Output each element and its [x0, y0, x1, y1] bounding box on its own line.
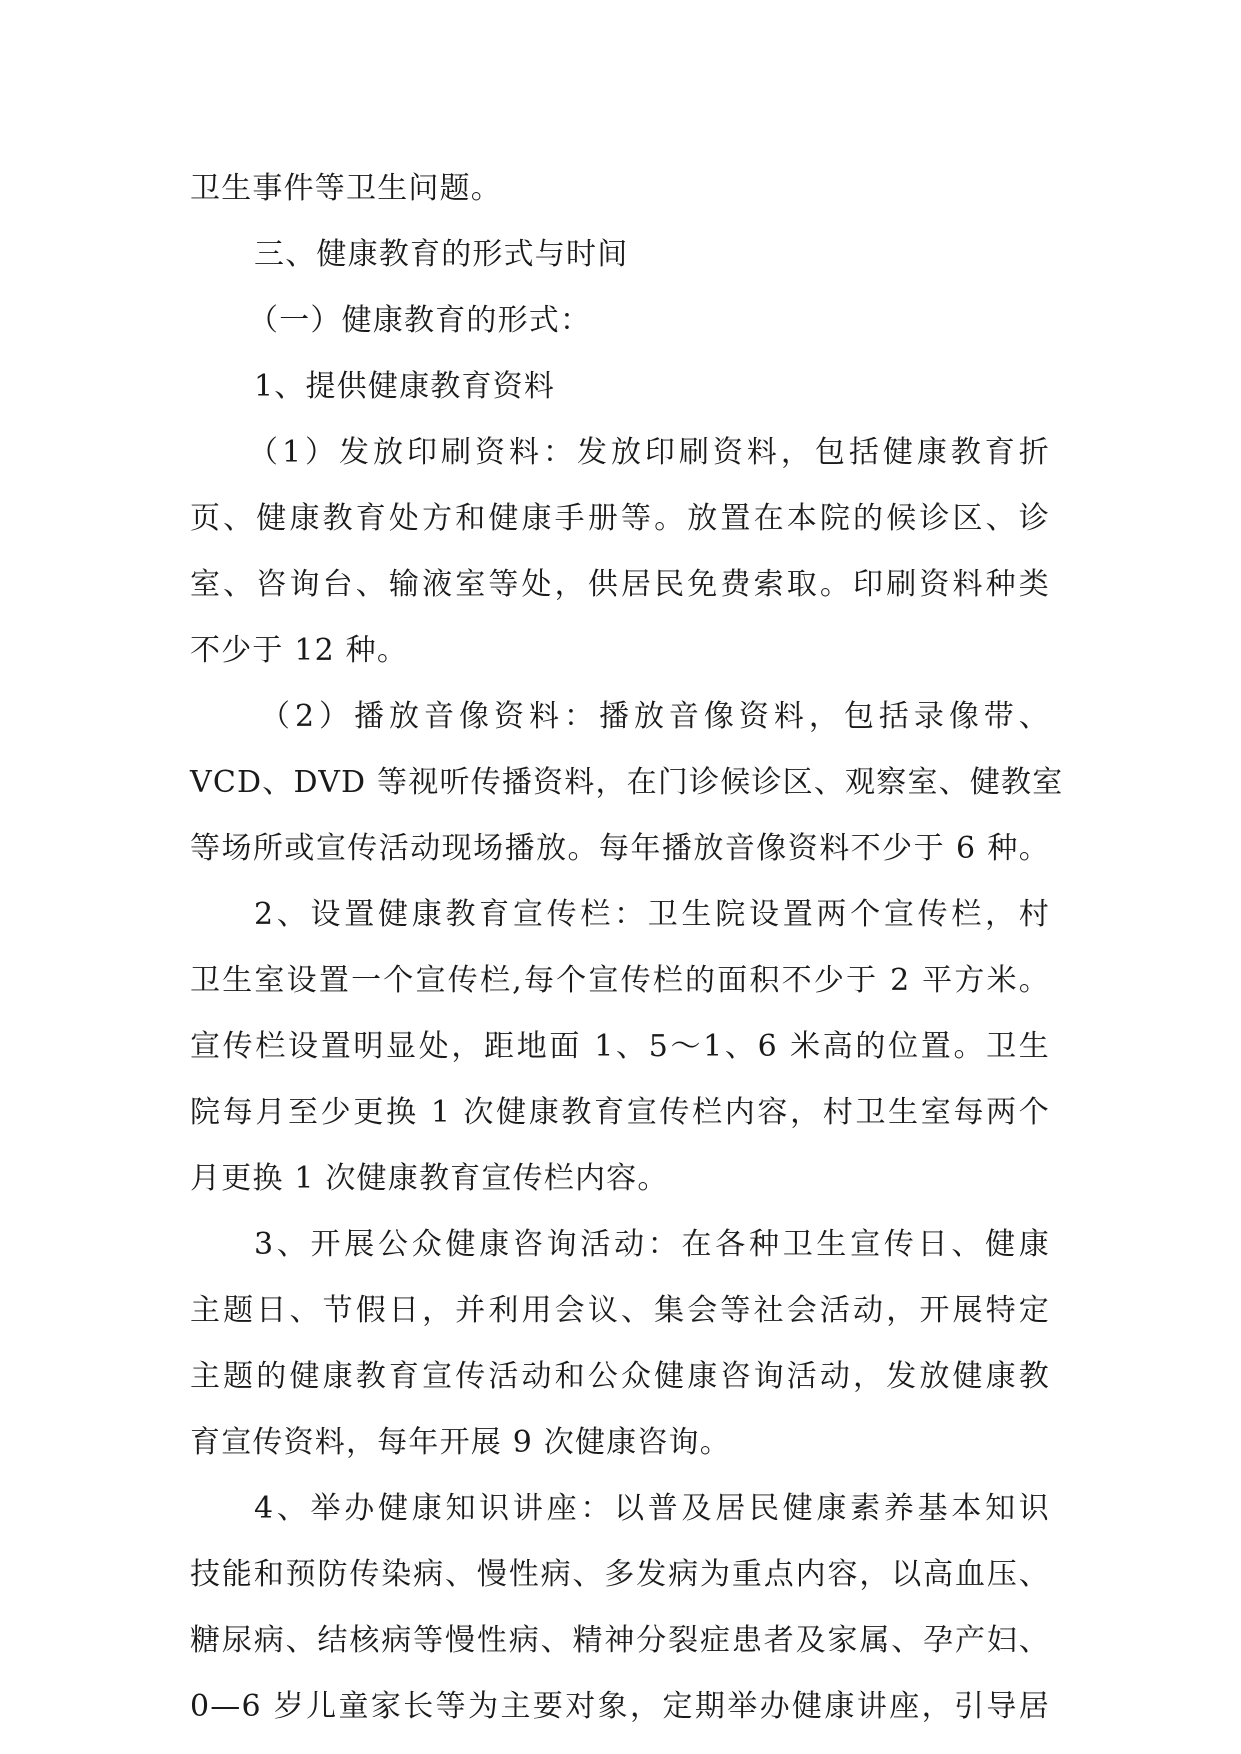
- text-line: 卫生事件等卫生问题。: [190, 171, 502, 206]
- section-heading: 三、健康教育的形式与时间: [254, 237, 629, 272]
- paragraph-line: 不少于 12 种。: [190, 633, 409, 668]
- paragraph-line: 糖尿病、结核病等慢性病、精神分裂症患者及家属、孕产妇、: [190, 1623, 1050, 1658]
- paragraph-line: 0—6 岁儿童家长等为主要对象，定期举办健康讲座，引导居: [190, 1689, 1050, 1724]
- paragraph-line: 卫生室设置一个宣传栏,每个宣传栏的面积不少于 2 平方米。: [190, 963, 1050, 998]
- paragraph-line: （2）播放音像资料：播放音像资料，包括录像带、: [260, 699, 1050, 734]
- paragraph-line: 页、健康教育处方和健康手册等。放置在本院的候诊区、诊: [190, 501, 1050, 536]
- paragraph-line: （1）发放印刷资料：发放印刷资料，包括健康教育折: [248, 435, 1050, 470]
- paragraph-line: 2、设置健康教育宣传栏：卫生院设置两个宣传栏，村: [254, 897, 1050, 932]
- paragraph-line: 主题日、节假日，并利用会议、集会等社会活动，开展特定: [190, 1293, 1050, 1328]
- paragraph-line: 室、咨询台、输液室等处，供居民免费索取。印刷资料种类: [190, 567, 1050, 602]
- paragraph-line: 院每月至少更换 1 次健康教育宣传栏内容，村卫生室每两个: [190, 1095, 1050, 1130]
- item-heading: 1、提供健康教育资料: [254, 369, 556, 404]
- paragraph-line: 主题的健康教育宣传活动和公众健康咨询活动，发放健康教: [190, 1359, 1050, 1394]
- paragraph-line: 等场所或宣传活动现场播放。每年播放音像资料不少于 6 种。: [190, 831, 1050, 866]
- paragraph-line: 技能和预防传染病、慢性病、多发病为重点内容，以高血压、: [190, 1557, 1050, 1592]
- paragraph-line: 3、开展公众健康咨询活动：在各种卫生宣传日、健康: [254, 1227, 1050, 1262]
- paragraph-line: VCD、DVD 等视听传播资料，在门诊候诊区、观察室、健教室: [190, 765, 1064, 800]
- paragraph-line: 育宣传资料，每年开展 9 次健康咨询。: [190, 1425, 731, 1460]
- paragraph-line: 宣传栏设置明显处，距地面 1、5～1、6 米高的位置。卫生: [190, 1029, 1050, 1064]
- paragraph-line: 4、举办健康知识讲座：以普及居民健康素养基本知识: [254, 1491, 1050, 1526]
- subsection-heading: （一）健康教育的形式：: [248, 303, 592, 338]
- document-body: [190, 156, 1064, 1740]
- paragraph-line: 月更换 1 次健康教育宣传栏内容。: [190, 1161, 669, 1196]
